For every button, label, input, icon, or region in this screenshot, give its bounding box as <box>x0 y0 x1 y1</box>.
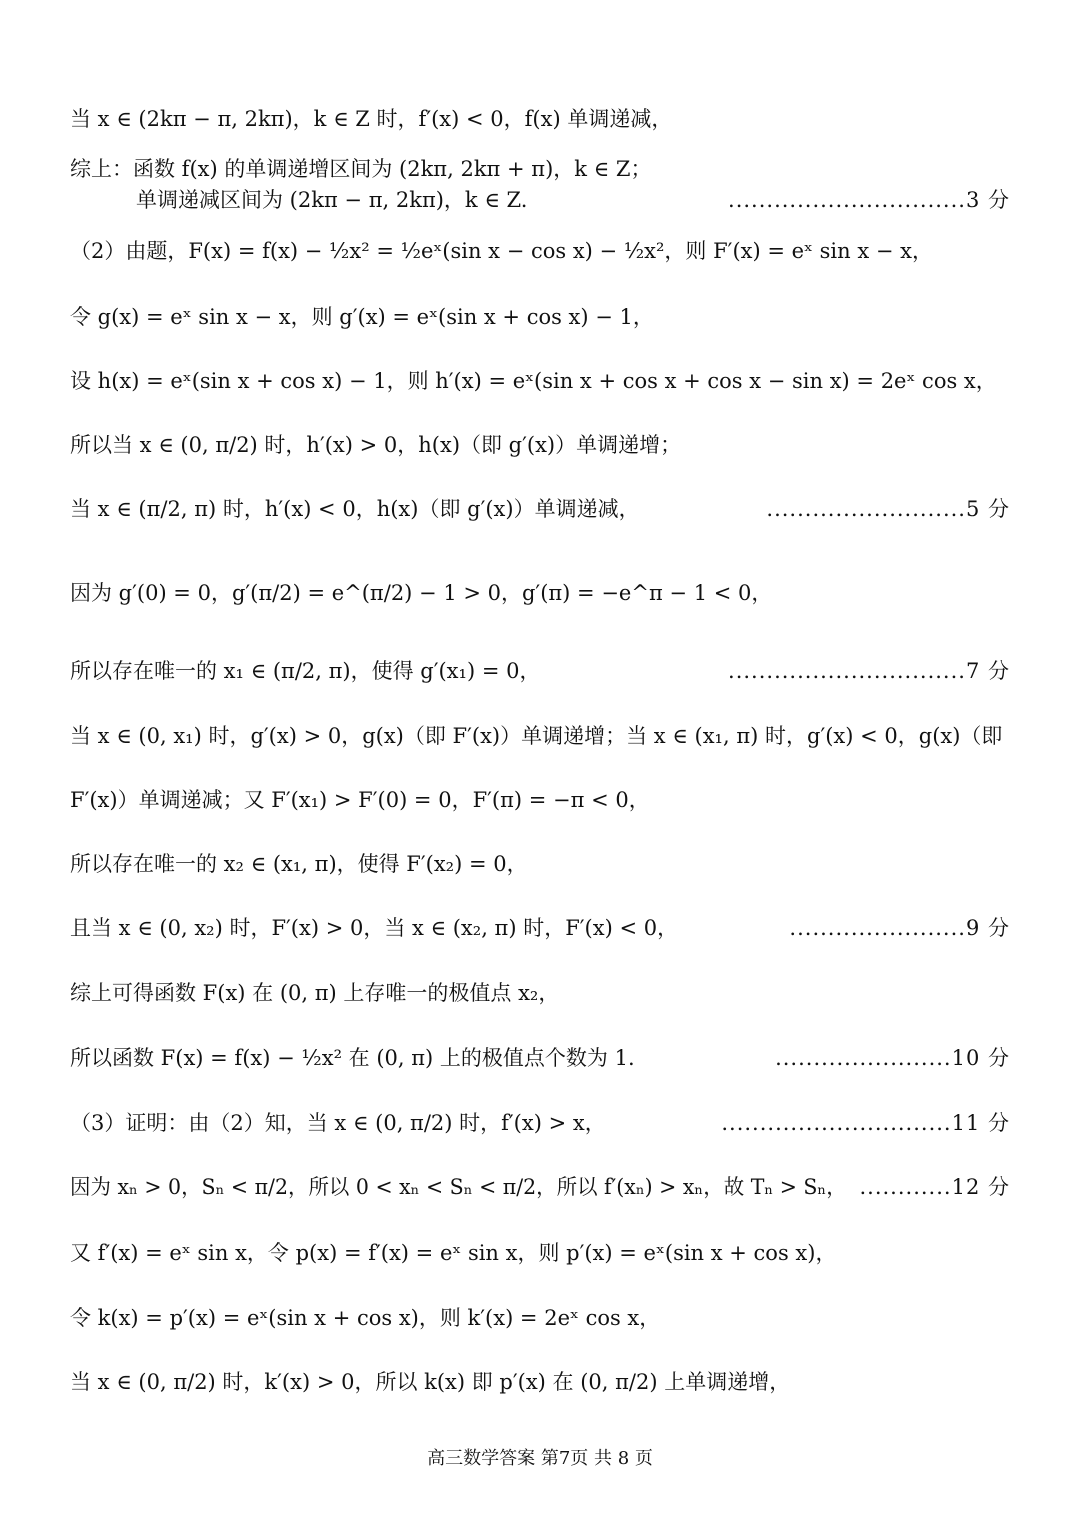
score-mark: ............12 分 <box>859 1175 1010 1199</box>
line-text: 所以存在唯一的 x₁ ∈ (π/2, π)，使得 g′(x₁) = 0， <box>70 659 541 683</box>
line-text: 因为 g′(0) = 0，g′(π/2) = e^(π/2) − 1 > 0，g′(π) = −e^π − 1 < 0， <box>70 581 773 605</box>
score-mark: .......................9 分 <box>789 916 1010 940</box>
line-text: 综上：函数 f(x) 的单调递增区间为 (2kπ, 2kπ + π)，k ∈ Z； <box>70 157 652 181</box>
line-text: 当 x ∈ (π/2, π) 时，h′(x) < 0，h(x)（即 g′(x)）单调递减， <box>70 497 640 521</box>
line-text: 令 g(x) = eˣ sin x − x，则 g′(x) = eˣ(sin x + cos x) − 1， <box>70 305 654 329</box>
line-text: 当 x ∈ (0, π/2) 时，k′(x) > 0，所以 k(x) 即 p′(x) 在 (0, π/2) 上单调递增， <box>70 1370 791 1394</box>
score-mark: .......................10 分 <box>775 1046 1010 1070</box>
line-text: 当 x ∈ (2kπ − π, 2kπ)，k ∈ Z 时，f′(x) < 0，f(x) 单调递减， <box>70 107 673 131</box>
line-text: 单调递减区间为 (2kπ − π, 2kπ)，k ∈ Z. <box>136 188 528 212</box>
score-mark: ..............................11 分 <box>721 1111 1010 1135</box>
score-mark: ..........................5 分 <box>766 497 1010 521</box>
line-text: 又 f′(x) = eˣ sin x，令 p(x) = f′(x) = eˣ sin x，则 p′(x) = eˣ(sin x + cos x)， <box>70 1241 837 1265</box>
line-text: 所以当 x ∈ (0, π/2) 时，h′(x) > 0，h(x)（即 g′(x)）单调递增； <box>70 433 682 457</box>
line-text: （3）证明：由（2）知，当 x ∈ (0, π/2) 时，f′(x) > x， <box>70 1111 606 1135</box>
line-text: 设 h(x) = eˣ(sin x + cos x) − 1，则 h′(x) = eˣ(sin x + cos x + cos x − sin x) = 2eˣ cos x， <box>70 369 997 393</box>
line-text: 所以函数 F(x) = f(x) − ½x² 在 (0, π) 上的极值点个数为 1. <box>70 1046 635 1070</box>
line-text: 综上可得函数 F(x) 在 (0, π) 上存唯一的极值点 x₂， <box>70 981 560 1005</box>
score-mark: ...............................7 分 <box>728 659 1010 683</box>
line-text: 因为 xₙ > 0，Sₙ < π/2，所以 0 < xₙ < Sₙ < π/2，所以 f′(xₙ) > xₙ，故 Tₙ > Sₙ， <box>70 1175 847 1199</box>
line-text: 所以存在唯一的 x₂ ∈ (x₁, π)，使得 F′(x₂) = 0， <box>70 852 528 876</box>
line-text: （2）由题，F(x) = f(x) − ½x² = ½eˣ(sin x − cos x) − ½x²，则 F′(x) = eˣ sin x − x， <box>70 239 933 263</box>
line-text: 且当 x ∈ (0, x₂) 时，F′(x) > 0，当 x ∈ (x₂, π) 时，F′(x) < 0， <box>70 916 679 940</box>
line-text: 令 k(x) = p′(x) = eˣ(sin x + cos x)，则 k′(x) = 2eˣ cos x， <box>70 1306 661 1330</box>
line-text: 当 x ∈ (0, x₁) 时，g′(x) > 0，g(x)（即 F′(x)）单调递增；当 x ∈ (x₁, π) 时，g′(x) < 0，g(x)（即 <box>70 724 1003 748</box>
line-text: F′(x)）单调递减；又 F′(x₁) > F′(0) = 0，F′(π) = −π < 0， <box>70 788 650 812</box>
score-mark: ...............................3 分 <box>728 188 1010 212</box>
page-footer: 高三数学答案 第7页 共 8 页 <box>427 1448 653 1469</box>
